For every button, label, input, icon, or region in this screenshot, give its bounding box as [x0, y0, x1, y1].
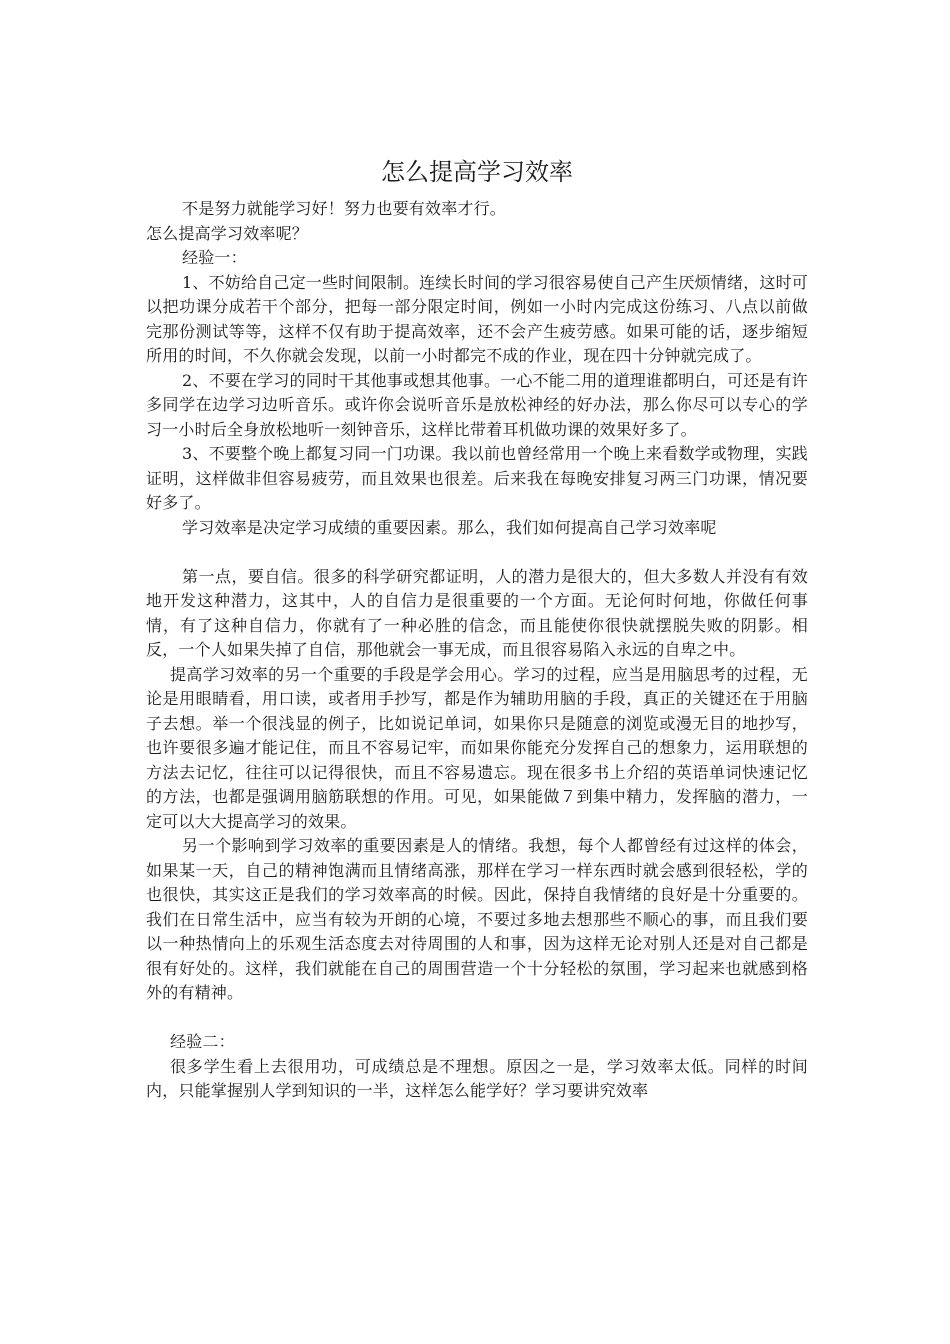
paragraph-attention: 提高学习效率的另一个重要的手段是学会用心。学习的过程，应当是用脑思考的过程，无论是用眼睛看，用口读，或者用手抄写，都是作为辅助用脑的手段，真正的关键还在于用脑子去想。举一个很浅显的例子，比如说记单词，如果你只是随意的浏览或漫无目的地抄写，也许要很多遍才能记住，而且不容易记牢，而如果你能充分发挥自己的想象力，运用联想的方法去记忆，往往可以记得很快，而且不容易遗忘。现在很多书上介绍的英语单词快速记忆的方法，也都是强调用脑筋联想的作用。可见，如果能做７到集中精力，发挥脑的潜力，一定可以大大提高学习的效果。	[146, 664, 808, 831]
heading-experience-one: 经验一：	[182, 248, 247, 267]
heading-experience-two: 经验二：	[170, 1032, 235, 1051]
paragraph-emotion: 另一个影响到学习效率的重要因素是人的情绪。我想，每个人都曾经有过这样的体会，如果某一天，自己的精神饱满而且情绪高涨，那样在学习一样东西时就会感到很轻松，学的也很快，其实这正是我们的学习效率高的时候。因此，保持自我情绪的良好是十分重要的。我们在日常生活中，应当有较为开朗的心境，不要过多地去想那些不顺心的事，而且我们要以一种热情向上的乐观生活态度去对待周围的人和事，因为这样无论对别人还是对自己都是很有好处的。这样，我们就能在自己的周围营造一个十分轻松的氛围，学习起来也就感到格外的有精神。	[146, 836, 808, 1002]
document-title: 怎么提高学习效率	[381, 158, 573, 186]
blank-line	[146, 1006, 808, 1031]
paragraph-efficiency-factor: 学习效率是决定学习成绩的重要因素。那么，我们如何提高自己学习效率呢	[182, 517, 717, 537]
paragraph-tip-3: 3、不要整个晚上都复习同一门功课。我以前也曾经常用一个晚上来看数学或物理，实践证明，这样做非但容易疲劳，而且效果也很差。后来我在每晚安排复习两三门功课，情况要好多了。	[146, 444, 808, 512]
paragraph-question: 怎么提高学习效率呢？	[146, 223, 309, 243]
document-page	[146, 155, 808, 1104]
paragraph-confidence: 第一点，要自信。很多的科学研究都证明，人的潜力是很大的，但大多数人并没有有效地开发这种潜力，这其中，人的自信力是很重要的一个方面。无论何时何地，你做任何事情，有了这种自信力，你就有了一种必胜的信念，而且能使你很快就摆脱失败的阴影。相反，一个人如果失掉了自信，那他就会一事无成，而且很容易陷入永远的自卑之中。	[146, 566, 808, 659]
paragraph-intro: 不是努力就能学习好！努力也要有效率才行。	[182, 199, 507, 218]
paragraph-tip-2: 2、不要在学习的同时干其他事或想其他事。一心不能二用的道理谁都明白，可还是有许多同学在边学习边听音乐。或许你会说听音乐是放松神经的好办法，那么你尽可以专心的学习一小时后全身放松地听一刻钟音乐，这样比带着耳机做功课的效果好多了。	[146, 370, 808, 439]
blank-line	[146, 540, 808, 565]
paragraph-experience-two: 很多学生看上去很用功，可成绩总是不理想。原因之一是，学习效率太低。同样的时间内，只能掌握别人学到知识的一半，这样怎么能学好？学习要讲究效率	[146, 1056, 808, 1100]
paragraph-tip-1: 1、不妨给自己定一些时间限制。连续长时间的学习很容易使自己产生厌烦情绪，这时可以把功课分成若干个部分，把每一部分限定时间，例如一小时内完成这份练习、八点以前做完那份测试等等，这样不仅有助于提高效率，还不会产生疲劳感。如果可能的话，逐步缩短所用的时间，不久你就会发现，以前一小时都完不成的作业，现在四十分钟就完成了。	[146, 272, 808, 365]
